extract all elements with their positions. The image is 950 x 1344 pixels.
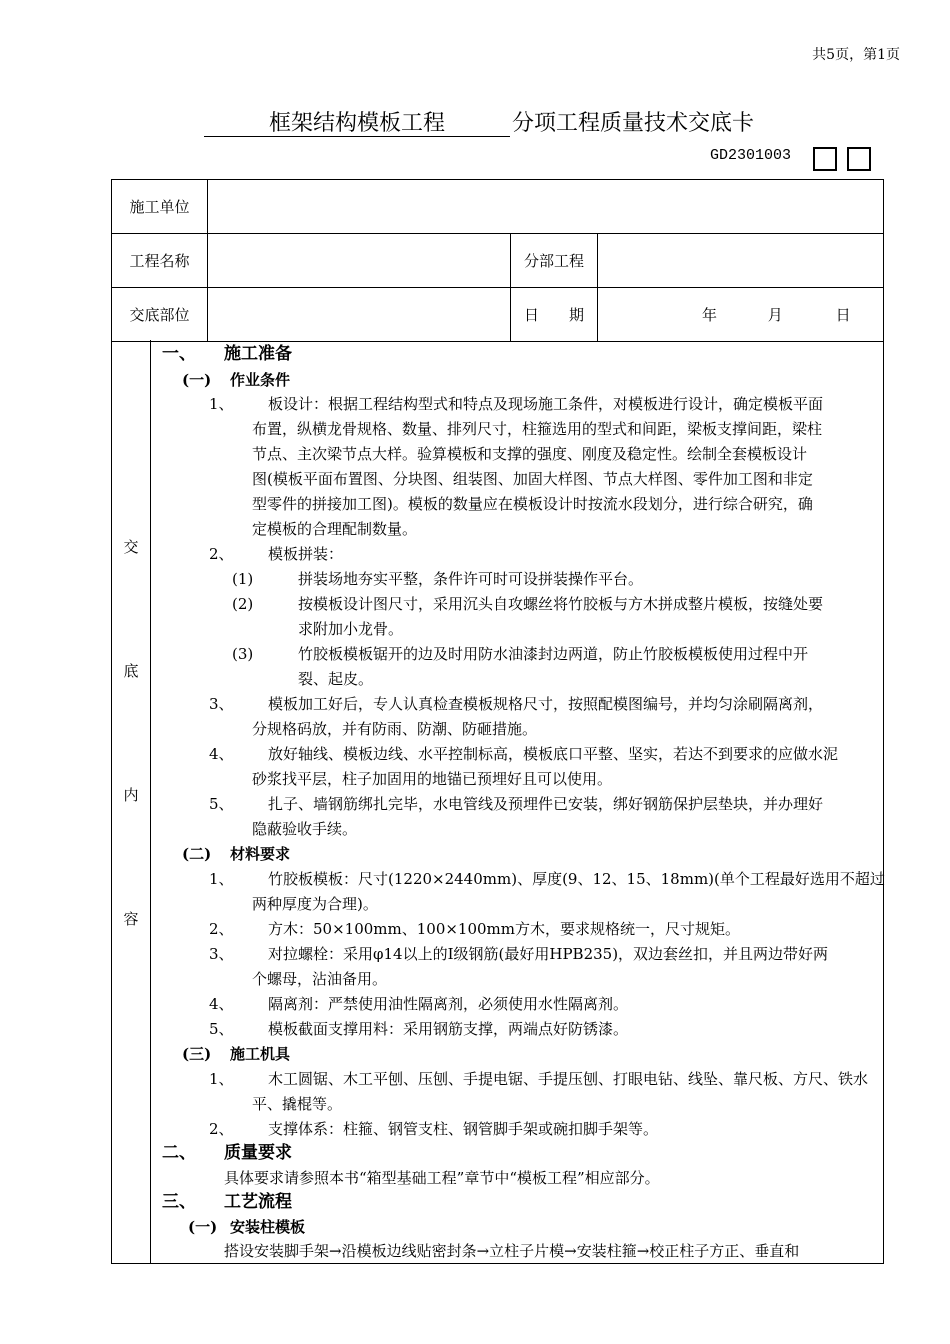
subsection-number: (二) (182, 845, 212, 863)
unit-value[interactable] (208, 180, 884, 234)
item-number: (2) (232, 595, 254, 613)
item-number: 4、 (209, 995, 234, 1013)
part-label: 交底部位 (112, 288, 208, 342)
side-label-char: 底 (123, 662, 139, 680)
text-line: 砂浆找平层，柱子加固用的地锚已预埋好且可以使用。 (252, 770, 613, 788)
project-label: 工程名称 (112, 234, 208, 288)
divider (150, 340, 151, 1263)
text-line: 图(模板平面布置图、分块图、组装图、加固大样图、节点大样图、零件加工图和非定 (252, 470, 813, 488)
text-line: 隔离剂：严禁使用油性隔离剂，必须使用水性隔离剂。 (268, 995, 629, 1013)
subsection-number: (一) (182, 371, 212, 389)
text-line: 平、撬棍等。 (252, 1095, 343, 1113)
text-line: 具体要求请参照本书“箱型基础工程”章节中“模板工程”相应部分。 (224, 1169, 660, 1187)
text-line: 型零件的拼接加工图)。模板的数量应在模板设计时按流水段划分，进行综合研究，确 (252, 495, 813, 513)
part-value[interactable] (208, 288, 511, 342)
item-number: (1) (232, 570, 254, 588)
text-line: 模板截面支撑用料：采用钢筋支撑，两端点好防锈漆。 (268, 1020, 629, 1038)
text-line: 定模板的合理配制数量。 (252, 520, 418, 538)
info-table (111, 179, 884, 342)
text-line: 拼装场地夯实平整，条件许可时可设拼装操作平台。 (298, 570, 644, 588)
subsection-title: 施工机具 (230, 1045, 291, 1063)
page-number: 共5页，第1页 (812, 47, 900, 63)
unit-label: 施工单位 (112, 180, 208, 234)
date-label: 日 期 (511, 288, 598, 342)
item-number: 5、 (209, 795, 234, 813)
text-line: 布置，纵横龙骨规格、数量、排列尺寸，柱箍选用的型式和间距，梁板支撑间距，梁柱 (252, 420, 823, 438)
section-number: 二、 (162, 1143, 196, 1163)
text-line: 方木：50×100mm、100×100mm方木，要求规格统一，尺寸规矩。 (268, 920, 741, 938)
text-line: 按模板设计图尺寸，采用沉头自攻螺丝将竹胶板与方木拼成整片模板，按缝处要 (298, 595, 824, 613)
form-code: GD2301003 (710, 147, 792, 164)
item-number: (3) (232, 645, 254, 663)
item-number: 2、 (209, 920, 234, 938)
item-number: 2、 (209, 1120, 234, 1138)
project-value[interactable] (208, 234, 511, 288)
sub-label: 分部工程 (511, 234, 598, 288)
item-number: 1、 (209, 870, 234, 888)
text-line: 隐蔽验收手续。 (252, 820, 358, 838)
item-number: 3、 (209, 945, 234, 963)
text-line: 两种厚度为合理)。 (252, 895, 378, 913)
date-value[interactable] (598, 288, 884, 342)
text-line: 模板加工好后，专人认真检查模板规格尺寸，按照配模图编号，并均匀涂刷隔离剂， (268, 695, 824, 713)
item-number: 1、 (209, 395, 234, 413)
text-line: 竹胶板模板：尺寸(1220×2440mm)、厚度(9、12、15、18mm)(单个工程最好选用不超过 (268, 870, 885, 888)
item-number: 5、 (209, 1020, 234, 1038)
text-line: 个螺母，沾油备用。 (252, 970, 388, 988)
section-title: 施工准备 (224, 344, 292, 364)
text-line: 裂、起皮。 (298, 670, 374, 688)
subsection-title: 作业条件 (230, 371, 291, 389)
text-line: 木工圆锯、木工平刨、压刨、手提电锯、手提压刨、打眼电钻、线坠、靠尺板、方尺、铁水 (268, 1070, 869, 1088)
content-area (111, 340, 884, 1264)
checkbox-1[interactable] (813, 147, 837, 171)
item-number: 4、 (209, 745, 234, 763)
section-number: 三、 (162, 1192, 196, 1212)
item-number: 2、 (209, 545, 234, 563)
side-label-char: 容 (123, 910, 139, 928)
text-line: 放好轴线、模板边线、水平控制标高，模板底口平整、坚实，若达不到要求的应做水泥 (268, 745, 839, 763)
checkbox-2[interactable] (847, 147, 871, 171)
section-number: 一、 (162, 344, 196, 364)
text-line: 搭设安装脚手架→沿模板边线贴密封条→立柱子片模→安装柱箍→校正柱子方正、垂直和 (224, 1242, 800, 1260)
side-label-char: 内 (123, 786, 139, 804)
subsection-title: 安装柱模板 (230, 1218, 306, 1236)
text-line: 对拉螺栓：采用φ14以上的Ⅰ级钢筋(最好用HPB235)，双边套丝扣，并且两边带好两 (268, 945, 829, 963)
day-label: 日 (835, 306, 851, 324)
subsection-title: 材料要求 (230, 845, 291, 863)
text-line: 节点、主次梁节点大样。验算模板和支撑的强度、刚度及稳定性。绘制全套模板设计 (252, 445, 808, 463)
text-line: 板设计：根据工程结构型式和特点及现场施工条件，对模板进行设计，确定模板平面 (268, 395, 824, 413)
text-line: 竹胶板模板锯开的边及时用防水油漆封边两道，防止竹胶板模板使用过程中开 (298, 645, 809, 663)
subsection-number: (一) (188, 1218, 218, 1236)
side-label-char: 交 (123, 538, 139, 556)
item-number: 3、 (209, 695, 234, 713)
title-suffix: 分项工程质量技术交底卡 (512, 111, 755, 136)
text-line: 模板拼装： (268, 545, 344, 563)
month-label: 月 (767, 306, 783, 324)
text-line: 求附加小龙骨。 (298, 620, 404, 638)
section-title: 工艺流程 (224, 1192, 292, 1212)
text-line: 扎子、墙钢筋绑扎完毕，水电管线及预埋件已安装，绑好钢筋保护层垫块，并办理好 (268, 795, 824, 813)
section-title: 质量要求 (224, 1143, 292, 1163)
text-line: 分规格码放，并有防雨、防潮、防砸措施。 (252, 720, 538, 738)
project-type-title: 框架结构模板工程 (204, 106, 510, 137)
year-label: 年 (702, 306, 718, 324)
text-line: 支撑体系：柱箍、钢管支柱、钢管脚手架或碗扣脚手架等。 (268, 1120, 659, 1138)
subsection-number: (三) (182, 1045, 212, 1063)
item-number: 1、 (209, 1070, 234, 1088)
sub-value[interactable] (598, 234, 884, 288)
